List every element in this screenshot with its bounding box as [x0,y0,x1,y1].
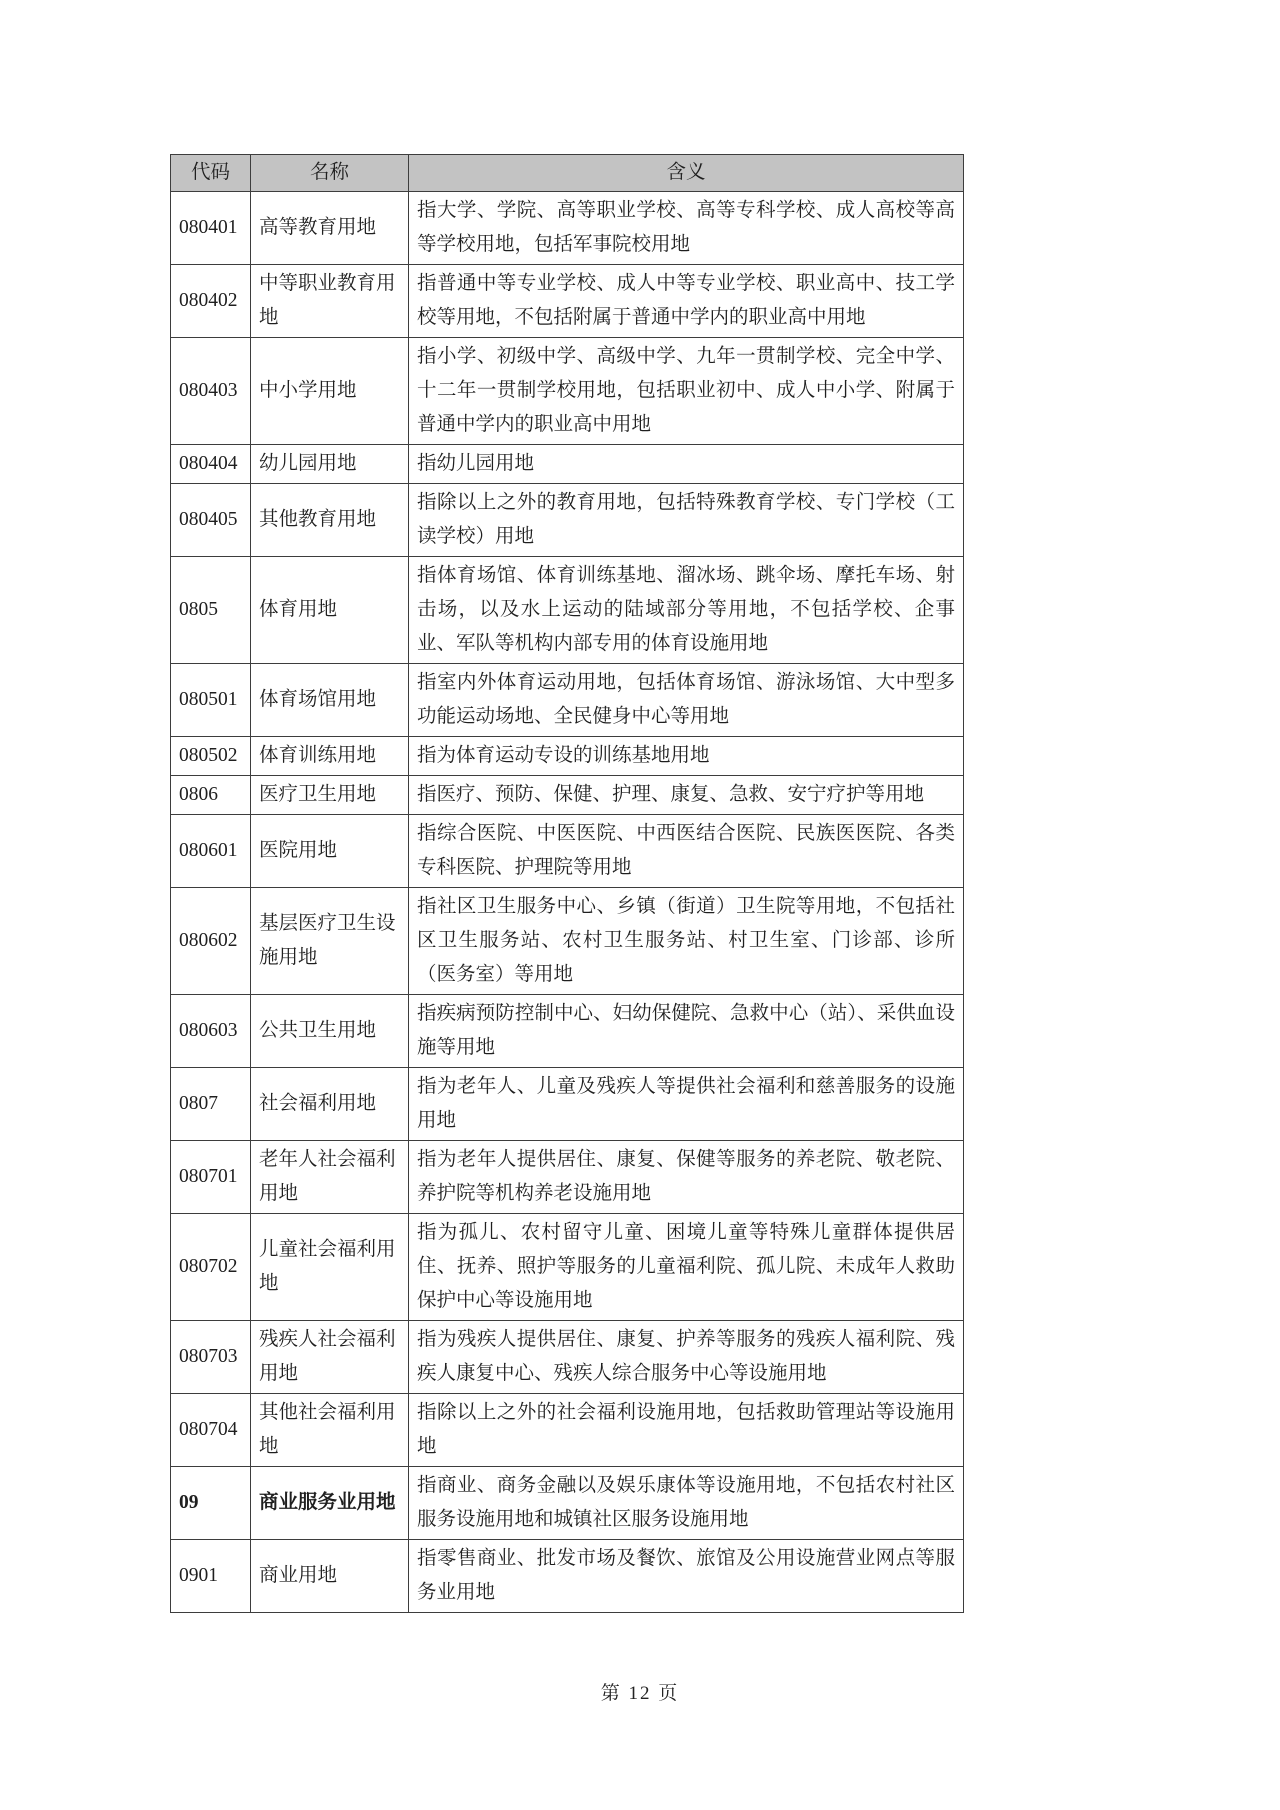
table-row [171,1394,964,1467]
cell-name: 其他社会福利用地 [251,1394,409,1467]
cell-code: 080501 [171,664,251,737]
cell-meaning: 指小学、初级中学、高级中学、九年一贯制学校、完全中学、十二年一贯制学校用地，包括职业初中、成人中小学、附属于普通中学内的职业高中用地 [409,338,964,445]
cell-name: 社会福利用地 [251,1068,409,1141]
table-header-row [171,155,964,192]
cell-name: 体育用地 [251,557,409,664]
table-row [171,776,964,815]
cell-meaning: 指除以上之外的教育用地，包括特殊教育学校、专门学校（工读学校）用地 [409,484,964,557]
cell-meaning: 指综合医院、中医医院、中西医结合医院、民族医医院、各类专科医院、护理院等用地 [409,815,964,888]
table-row [171,1141,964,1214]
cell-code: 080702 [171,1214,251,1321]
cell-code: 080401 [171,192,251,265]
cell-name: 儿童社会福利用地 [251,1214,409,1321]
cell-name: 体育场馆用地 [251,664,409,737]
cell-name: 残疾人社会福利用地 [251,1321,409,1394]
cell-meaning: 指大学、学院、高等职业学校、高等专科学校、成人高校等高等学校用地，包括军事院校用地 [409,192,964,265]
page-footer [0,1678,1280,1705]
table-row [171,192,964,265]
cell-meaning: 指零售商业、批发市场及餐饮、旅馆及公用设施营业网点等服务业用地 [409,1540,964,1613]
cell-name: 医疗卫生用地 [251,776,409,815]
cell-code: 080701 [171,1141,251,1214]
cell-name: 医院用地 [251,815,409,888]
table-row [171,265,964,338]
cell-name: 基层医疗卫生设施用地 [251,888,409,995]
cell-code: 080601 [171,815,251,888]
table-row [171,557,964,664]
cell-code: 09 [171,1467,251,1540]
cell-meaning: 指室内外体育运动用地，包括体育场馆、游泳场馆、大中型多功能运动场地、全民健身中心等用地 [409,664,964,737]
table-row [171,1467,964,1540]
cell-code: 0805 [171,557,251,664]
cell-meaning: 指疾病预防控制中心、妇幼保健院、急救中心（站）、采供血设施等用地 [409,995,964,1068]
cell-code: 080402 [171,265,251,338]
col-header-code: 代码 [171,155,251,192]
col-header-name: 名称 [251,155,409,192]
table-row [171,1214,964,1321]
table-row [171,815,964,888]
table-row [171,888,964,995]
table-row [171,484,964,557]
table-row [171,338,964,445]
cell-meaning: 指幼儿园用地 [409,445,964,484]
cell-code: 0901 [171,1540,251,1613]
cell-code: 080703 [171,1321,251,1394]
cell-meaning: 指除以上之外的社会福利设施用地，包括救助管理站等设施用地 [409,1394,964,1467]
cell-meaning: 指商业、商务金融以及娱乐康体等设施用地，不包括农村社区服务设施用地和城镇社区服务设施用地 [409,1467,964,1540]
cell-name: 高等教育用地 [251,192,409,265]
table-row [171,1540,964,1613]
cell-code: 080502 [171,737,251,776]
cell-name: 老年人社会福利用地 [251,1141,409,1214]
table-body [171,192,964,1613]
land-use-classification-table [170,154,964,1613]
table-row [171,1068,964,1141]
cell-name: 幼儿园用地 [251,445,409,484]
cell-code: 0807 [171,1068,251,1141]
table-row [171,1321,964,1394]
cell-code: 080403 [171,338,251,445]
cell-code: 080602 [171,888,251,995]
cell-name: 体育训练用地 [251,737,409,776]
cell-meaning: 指体育场馆、体育训练基地、溜冰场、跳伞场、摩托车场、射击场，以及水上运动的陆域部分等用地，不包括学校、企事业、军队等机构内部专用的体育设施用地 [409,557,964,664]
cell-meaning: 指医疗、预防、保健、护理、康复、急救、安宁疗护等用地 [409,776,964,815]
cell-name: 商业服务业用地 [251,1467,409,1540]
table-row [171,995,964,1068]
cell-code: 080603 [171,995,251,1068]
table-row [171,737,964,776]
cell-meaning: 指为体育运动专设的训练基地用地 [409,737,964,776]
cell-code: 080704 [171,1394,251,1467]
cell-name: 商业用地 [251,1540,409,1613]
cell-name: 中等职业教育用地 [251,265,409,338]
cell-name: 公共卫生用地 [251,995,409,1068]
cell-meaning: 指为孤儿、农村留守儿童、困境儿童等特殊儿童群体提供居住、抚养、照护等服务的儿童福利院、孤儿院、未成年人救助保护中心等设施用地 [409,1214,964,1321]
cell-code: 0806 [171,776,251,815]
cell-name: 中小学用地 [251,338,409,445]
cell-meaning: 指为老年人、儿童及残疾人等提供社会福利和慈善服务的设施用地 [409,1068,964,1141]
cell-meaning: 指为老年人提供居住、康复、保健等服务的养老院、敬老院、养护院等机构养老设施用地 [409,1141,964,1214]
table-row [171,664,964,737]
page-number: 第 12 页 [600,1683,680,1704]
table-row [171,445,964,484]
cell-meaning: 指社区卫生服务中心、乡镇（街道）卫生院等用地，不包括社区卫生服务站、农村卫生服务站、村卫生室、门诊部、诊所（医务室）等用地 [409,888,964,995]
cell-meaning: 指为残疾人提供居住、康复、护养等服务的残疾人福利院、残疾人康复中心、残疾人综合服务中心等设施用地 [409,1321,964,1394]
col-header-meaning: 含义 [409,155,964,192]
cell-code: 080405 [171,484,251,557]
cell-meaning: 指普通中等专业学校、成人中等专业学校、职业高中、技工学校等用地，不包括附属于普通中学内的职业高中用地 [409,265,964,338]
cell-name: 其他教育用地 [251,484,409,557]
cell-code: 080404 [171,445,251,484]
